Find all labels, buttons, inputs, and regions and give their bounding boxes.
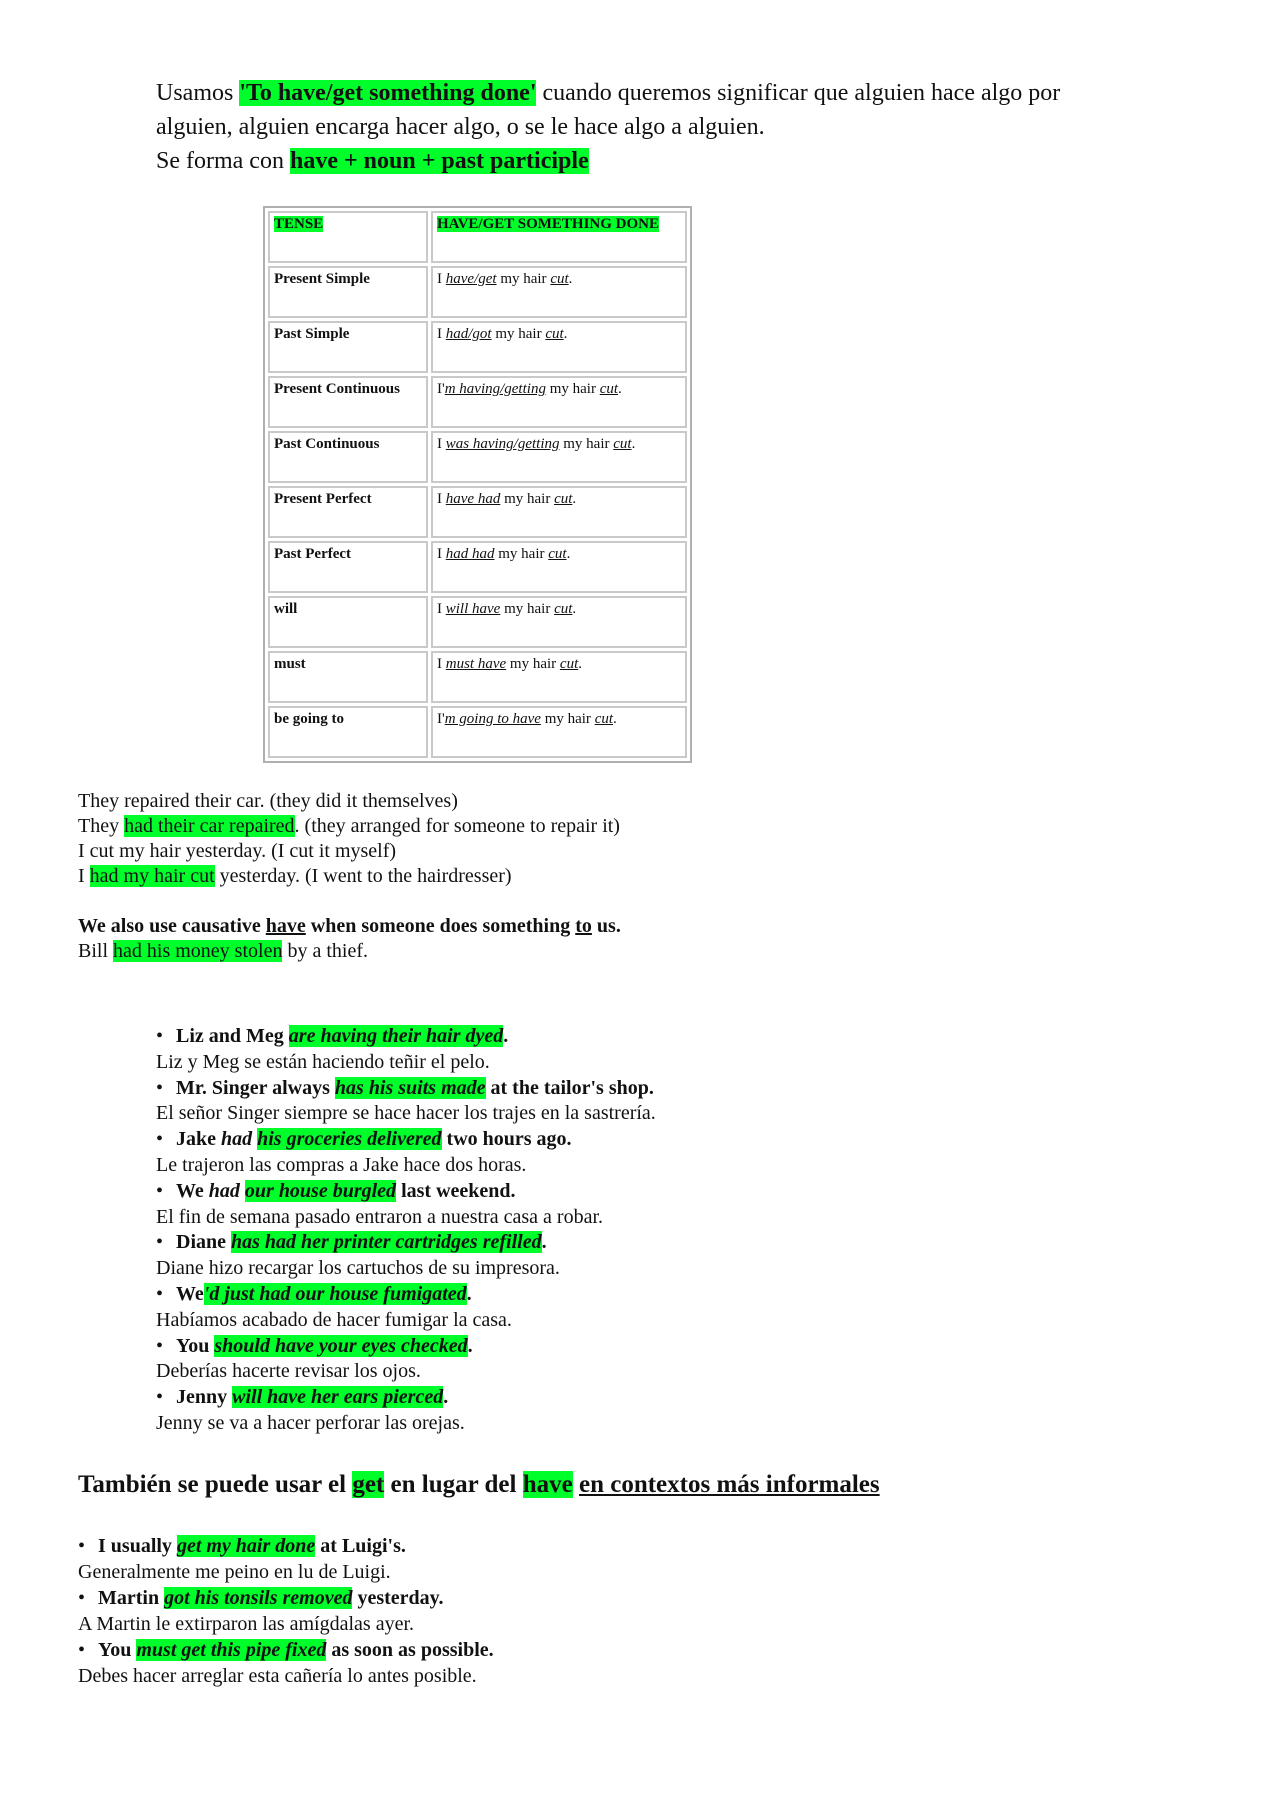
tense-cell: Present Continuous — [268, 376, 428, 428]
header-have-get: HAVE/GET SOMETHING DONE — [431, 211, 687, 263]
tense-cell: Present Simple — [268, 266, 428, 318]
example-translation: A Martin le extirparon las amígdalas ayer. — [78, 1613, 415, 1635]
example-translation: El fin de semana pasado entraron a nuestra casa a robar. — [156, 1205, 604, 1228]
example-subject: Jake — [176, 1128, 221, 1151]
example-cell — [431, 486, 687, 538]
list-item — [78, 1637, 494, 1663]
list-item — [156, 1127, 656, 1153]
example-highlight: get my hair done — [176, 1535, 316, 1557]
example-verb: have/get — [445, 271, 497, 287]
example-highlight: got his tonsils removed — [164, 1587, 353, 1609]
example-subject: I — [437, 601, 446, 617]
table-row — [268, 376, 687, 428]
table-row — [268, 596, 687, 648]
example-object: my hair — [545, 381, 600, 397]
causative-heading: We also use causative have when someone does something to us. — [78, 915, 621, 937]
example-subject: Martin — [98, 1587, 165, 1609]
example-subject: You — [98, 1639, 137, 1661]
example-highlight: his groceries delivered — [257, 1128, 442, 1151]
example-rest: two hours ago. — [441, 1128, 572, 1151]
formula-highlight: have + noun + past participle — [289, 148, 589, 174]
example-highlight: must get this pipe fixed — [136, 1639, 327, 1661]
example-end: . — [568, 271, 573, 287]
example-object: my hair — [491, 326, 546, 342]
tense-cell: must — [268, 651, 428, 703]
example-end: . — [566, 546, 571, 562]
tense-cell: be going to — [268, 706, 428, 758]
bullet-icon: • — [156, 1386, 164, 1409]
example-subject: I — [437, 436, 446, 452]
example-verb: was having/getting — [445, 436, 560, 452]
example-auxiliary: had — [208, 1179, 245, 1202]
example-cell — [431, 541, 687, 593]
bullet-icon: • — [78, 1535, 86, 1557]
example-auxiliary: had — [221, 1128, 258, 1151]
example-highlight: has his suits made — [334, 1076, 486, 1099]
example-rest: yesterday. — [352, 1587, 444, 1609]
example-subject: Liz and Meg — [176, 1025, 289, 1047]
contrast-examples — [78, 789, 620, 889]
highlight-phrase: 'To have/get something done' — [239, 80, 537, 106]
example-object: my hair — [500, 491, 555, 507]
example-rest: . — [503, 1025, 509, 1047]
example-highlight: will have her ears pierced — [232, 1386, 444, 1409]
example-participle: cut — [545, 326, 564, 342]
example-cell — [431, 266, 687, 318]
list-item — [156, 1179, 656, 1205]
table-row — [268, 266, 687, 318]
bullet-icon: • — [156, 1076, 164, 1099]
example-participle: cut — [599, 381, 619, 397]
list-item — [78, 1533, 494, 1559]
informal-examples — [78, 1533, 494, 1689]
example-end: . — [578, 656, 582, 672]
example-translation: Habíamos acabado de hacer fumigar la casa. — [156, 1308, 512, 1331]
bullet-icon: • — [156, 1179, 164, 1202]
bullet-icon: • — [156, 1128, 164, 1151]
example-end: . — [572, 491, 577, 507]
example-participle: cut — [554, 491, 573, 507]
bullet-icon: • — [156, 1025, 164, 1047]
example-rest: . — [467, 1334, 473, 1357]
example-subject: I — [437, 271, 446, 287]
intro-line-2: alguien, alguien encarga hacer algo, o se le hace algo a alguien. — [156, 114, 765, 140]
example-translation: Le trajeron las compras a Jake hace dos horas. — [156, 1153, 527, 1176]
table-row — [268, 431, 687, 483]
example-rest: . — [466, 1282, 472, 1305]
example-verb: must have — [445, 656, 507, 672]
example-subject: I' — [437, 381, 445, 397]
example-cell — [431, 431, 687, 483]
example-end: . — [631, 436, 636, 452]
bullet-icon: • — [156, 1282, 164, 1305]
informal-heading: También se puede usar el get en lugar del have en contextos más informales — [78, 1471, 880, 1498]
example-participle: cut — [613, 436, 632, 452]
example-highlight: should have your eyes checked — [214, 1334, 468, 1357]
example-subject: I usually — [98, 1535, 177, 1557]
example-subject: I — [437, 491, 446, 507]
example-translation: El señor Singer siempre se hace hacer los trajes en la sastrería. — [156, 1102, 656, 1125]
example-cell — [431, 321, 687, 373]
example-subject: I — [437, 326, 446, 342]
bullet-icon: • — [78, 1639, 86, 1661]
example-subject: I — [437, 656, 446, 672]
example-translation: Deberías hacerte revisar los ojos. — [156, 1360, 421, 1383]
example-object: my hair — [540, 711, 595, 727]
example-translation: Generalmente me peino en lu de Luigi. — [78, 1561, 391, 1583]
example-rest: at Luigi's. — [315, 1535, 406, 1557]
contrast-line-4: I had my hair cut yesterday. (I went to the hairdresser) — [78, 865, 512, 887]
example-object: my hair — [500, 601, 555, 617]
example-cell — [431, 651, 687, 703]
example-verb: had had — [445, 546, 495, 562]
example-participle: cut — [594, 711, 614, 727]
example-verb: had/got — [445, 326, 492, 342]
example-participle: cut — [554, 601, 573, 617]
example-end: . — [563, 326, 568, 342]
example-verb: m going to have — [444, 711, 541, 727]
bullet-icon: • — [156, 1334, 164, 1357]
example-object: my hair — [559, 436, 614, 452]
example-verb: have had — [445, 491, 501, 507]
causative-example: Bill had his money stolen by a thief. — [78, 940, 368, 962]
example-subject: I' — [437, 711, 445, 727]
example-translation: Jenny se va a hacer perforar las orejas. — [156, 1411, 465, 1434]
example-rest: . — [541, 1231, 547, 1254]
table-row — [268, 706, 687, 758]
example-participle: cut — [550, 271, 569, 287]
intro-paragraph — [156, 76, 1196, 178]
tense-cell: Past Continuous — [268, 431, 428, 483]
example-subject: I — [437, 546, 446, 562]
bullet-icon: • — [78, 1587, 86, 1609]
example-subject: Jenny — [176, 1386, 233, 1409]
example-subject: Diane — [176, 1231, 231, 1254]
tense-cell: Past Simple — [268, 321, 428, 373]
intro-line-1: Usamos 'To have/get something done' cuando queremos significar que alguien hace algo por — [156, 80, 1061, 106]
example-highlight: our house burgled — [244, 1179, 397, 1202]
example-cell — [431, 596, 687, 648]
example-cell — [431, 376, 687, 428]
list-item — [156, 1385, 656, 1411]
example-translation: Liz y Meg se están haciendo teñir el pelo. — [156, 1050, 490, 1073]
list-item — [156, 1024, 656, 1050]
table-row — [268, 651, 687, 703]
table-row — [268, 486, 687, 538]
example-end: . — [572, 601, 577, 617]
example-verb: will have — [445, 601, 501, 617]
example-verb: m having/getting — [444, 381, 546, 397]
example-participle: cut — [548, 546, 567, 562]
example-participle: cut — [559, 656, 579, 672]
example-object: my hair — [494, 546, 549, 562]
bullet-icon: • — [156, 1231, 164, 1254]
example-end: . — [618, 381, 622, 397]
example-highlight: are having their hair dyed — [288, 1025, 504, 1047]
intro-line-3: Se forma con have + noun + past participle — [156, 148, 589, 174]
header-tense: TENSE — [268, 211, 428, 263]
example-translation: Debes hacer arreglar esta cañería lo antes posible. — [78, 1665, 477, 1687]
example-object: my hair — [506, 656, 560, 672]
examples-list — [156, 1024, 656, 1437]
example-highlight: has had her printer cartridges refilled — [231, 1231, 542, 1254]
list-item — [156, 1334, 656, 1360]
example-rest: at the tailor's shop. — [485, 1076, 654, 1099]
example-highlight: 'd just had our house fumigated — [203, 1282, 467, 1305]
list-item — [156, 1282, 656, 1308]
example-subject: We — [176, 1179, 209, 1202]
example-subject: Mr. Singer always — [176, 1076, 335, 1099]
example-subject: We — [176, 1282, 204, 1305]
tense-table — [263, 206, 692, 763]
example-cell — [431, 706, 687, 758]
contrast-line-3: I cut my hair yesterday. (I cut it myself) — [78, 840, 397, 862]
table-row — [268, 321, 687, 373]
list-item — [78, 1585, 494, 1611]
example-rest: last weekend. — [396, 1179, 516, 1202]
list-item — [156, 1230, 656, 1256]
example-rest: . — [443, 1386, 449, 1409]
tense-cell: Present Perfect — [268, 486, 428, 538]
causative-note — [78, 914, 621, 964]
contrast-line-2: They had their car repaired. (they arranged for someone to repair it) — [78, 815, 620, 837]
table-row — [268, 541, 687, 593]
example-translation: Diane hizo recargar los cartuchos de su impresora. — [156, 1257, 560, 1280]
contrast-line-1: They repaired their car. (they did it themselves) — [78, 790, 458, 812]
tense-cell: Past Perfect — [268, 541, 428, 593]
example-subject: You — [176, 1334, 215, 1357]
table-header-row — [268, 211, 687, 263]
list-item — [156, 1076, 656, 1102]
example-object: my hair — [496, 271, 551, 287]
example-end: . — [613, 711, 617, 727]
example-rest: as soon as possible. — [326, 1639, 494, 1661]
tense-cell: will — [268, 596, 428, 648]
